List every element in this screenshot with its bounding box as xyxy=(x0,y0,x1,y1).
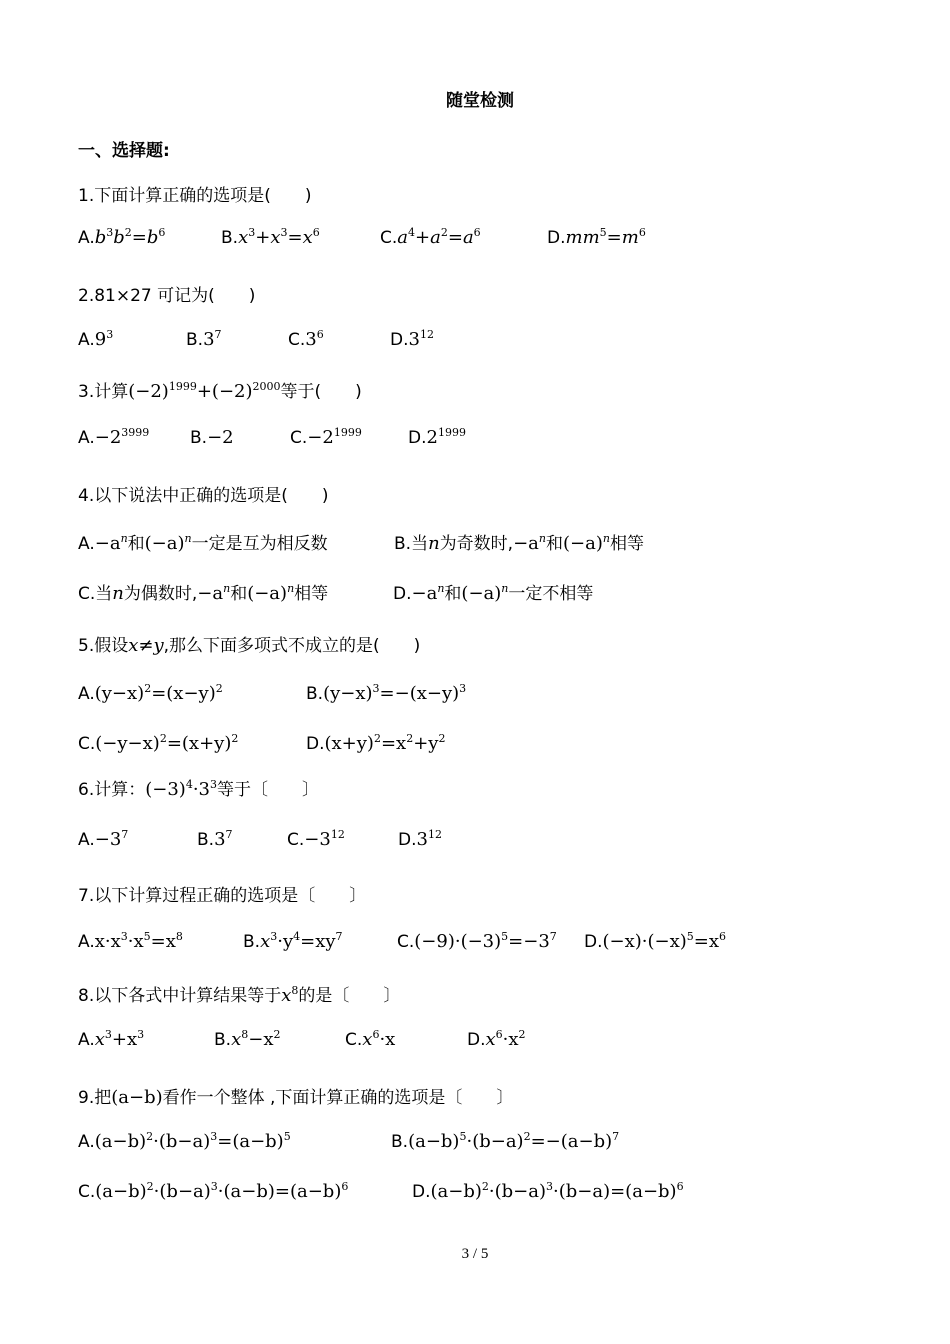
option-b: $B.3^7$ xyxy=(186,327,222,350)
question-9-options-row2 xyxy=(78,1174,910,1204)
option-b: $B.x^3\cdot y^4=xy^7$ xyxy=(243,929,343,952)
option-d: $D.(-x)\cdot(-x)^5=x^6$ xyxy=(584,929,727,952)
option-a: $A.(a-b)^2\cdot(b-a)^3=(a-b)^5$ xyxy=(78,1129,291,1152)
option-a: $A.b^3b^2=b^6$ xyxy=(78,225,166,248)
option-d: $D.(x+y)^2=x^2+y^2$ xyxy=(306,731,446,754)
option-c: $C.3^6$ xyxy=(288,327,324,350)
option-c: $C.a^4+a^2=a^6$ xyxy=(380,225,481,248)
option-d: $D.mm^5=m^6$ xyxy=(547,225,646,248)
option-c: $C.(-9)\cdot(-3)^5=-3^7$ xyxy=(397,929,557,952)
option-c: $C.(-y-x)^2=(x+y)^2$ xyxy=(78,731,239,754)
question-5-options-row2 xyxy=(78,726,910,756)
option-b: B.−2 xyxy=(190,427,234,448)
question-5-stem: 5.假设x≠y,那么下面多项式不成立的是( ) xyxy=(78,635,421,656)
option-b: $B.x^3+x^3=x^6$ xyxy=(221,225,320,248)
option-a: $A.9^3$ xyxy=(78,327,114,350)
option-c: $C.-2^{1999}$ xyxy=(290,425,362,448)
option-b: $B.3^7$ xyxy=(197,827,233,850)
question-1-options xyxy=(78,220,910,250)
question-6-options xyxy=(78,822,910,852)
option-d: $D.-a^n$和$(-a)^n$一定不相等 xyxy=(393,581,594,604)
question-1-stem: 1.下面计算正确的选项是( ) xyxy=(78,186,312,206)
option-d: $D.3^{12}$ xyxy=(398,827,442,850)
question-8-stem: 8.以下各式中计算结果等于$x^8$的是〔 〕 xyxy=(78,983,401,1006)
option-c: C.当n为偶数时$,-a^n$和$(-a)^n$相等 xyxy=(78,581,329,604)
question-7-options xyxy=(78,924,910,954)
question-7-stem: 7.以下计算过程正确的选项是〔 〕 xyxy=(78,886,367,906)
option-d: $D.3^{12}$ xyxy=(390,327,434,350)
question-3-stem: 3.计算$(-2)^{1999}+(-2)^{2000}$等于( ) xyxy=(78,379,362,402)
option-a: $A.-a^n$和$(-a)^n$一定是互为相反数 xyxy=(78,531,328,554)
option-d: $D.2^{1999}$ xyxy=(408,425,466,448)
page-number: 3 / 5 xyxy=(461,1246,489,1262)
option-c: $C.x^6\cdot x$ xyxy=(345,1027,396,1050)
question-2-stem: 2.81×27 可记为( ) xyxy=(78,286,256,306)
option-a: $A.x\cdot x^3\cdot x^5=x^8$ xyxy=(78,929,183,952)
option-a: $A.-3^7$ xyxy=(78,827,129,850)
option-a: $A.-2^{3999}$ xyxy=(78,425,150,448)
question-2-options xyxy=(78,322,910,352)
section-heading: 一、选择题: xyxy=(78,141,170,161)
question-6-stem: 6.计算：$(-3)^4\cdot 3^3$等于〔 〕 xyxy=(78,777,320,800)
option-a: $A.x^3+x^3$ xyxy=(78,1027,145,1050)
option-c: $C.-3^{12}$ xyxy=(287,827,345,850)
option-d: $D.x^6\cdot x^2$ xyxy=(467,1027,526,1050)
question-9-options-row1 xyxy=(78,1124,910,1154)
question-5-options-row1 xyxy=(78,676,910,706)
question-4-stem: 4.以下说法中正确的选项是( ) xyxy=(78,486,329,506)
option-b: $B.(a-b)^5\cdot(b-a)^2=-(a-b)^7$ xyxy=(391,1129,620,1152)
option-b: $B.(y-x)^3=-(x-y)^3$ xyxy=(306,681,467,704)
question-4-options-row1 xyxy=(78,526,910,556)
question-3-options xyxy=(78,420,910,450)
page-title: 随堂检测 xyxy=(446,91,514,111)
option-c: $C.(a-b)^2\cdot(b-a)^3\cdot(a-b)=(a-b)^6$ xyxy=(78,1179,349,1202)
question-4-options-row2 xyxy=(78,576,910,606)
option-b: $B.x^8-x^2$ xyxy=(214,1027,281,1050)
option-d: $D.(a-b)^2\cdot(b-a)^3\cdot(b-a)=(a-b)^6$ xyxy=(412,1179,684,1202)
question-9-stem: 9.把(a−b)看作一个整体 ,下面计算正确的选项是〔 〕 xyxy=(78,1087,514,1108)
option-a: $A.(y-x)^2=(x-y)^2$ xyxy=(78,681,223,704)
option-b: B.当n为奇数时$,-a^n$和$(-a)^n$相等 xyxy=(394,531,644,554)
question-8-options xyxy=(78,1022,910,1052)
